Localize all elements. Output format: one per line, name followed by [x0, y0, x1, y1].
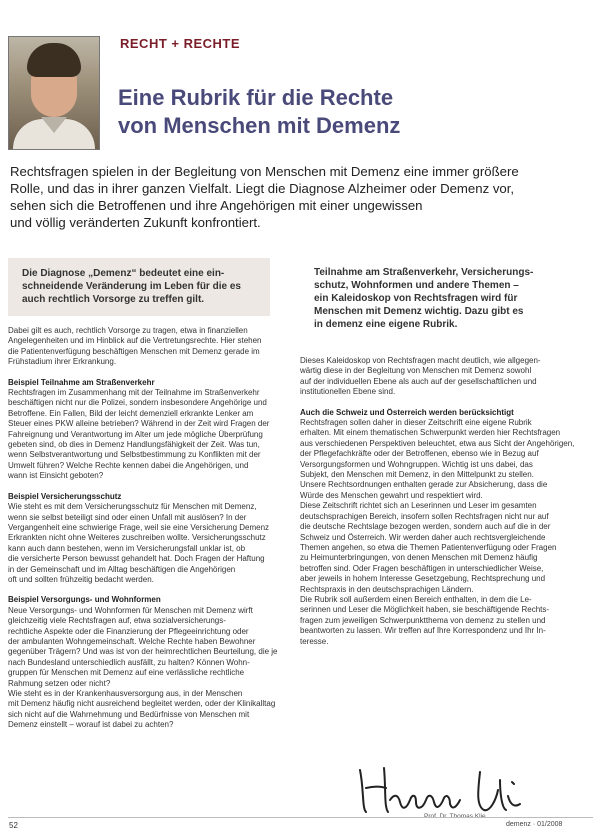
pullquote-line: schneidende Veränderung im Leben für die es: [22, 281, 241, 292]
body-column-left: [8, 326, 290, 737]
intro-line: sehen sich die Betroffenen und ihre Angehörigen mit einer ungewissen: [10, 198, 423, 213]
page-number: 52: [9, 821, 18, 830]
body-line: in der Gemeinschaft und im Alltag beschäftigen die Angehörigen: [8, 564, 236, 574]
body-line: fragen zum jeweiligen Schwerpunktthema von demenz zu stellen und: [300, 615, 546, 625]
pullquote-line: schutz, Wohnformen und andere Themen –: [314, 280, 519, 291]
body-line: Angelegenheiten und im Hinblick auf die Vertretungsrechte. Hier stehen: [8, 336, 262, 346]
body-line: Würde des Menschen gewahrt und respektiert wird.: [300, 490, 483, 500]
body-line: wann ist Einsicht geboten?: [8, 471, 104, 481]
intro-line: Rechtsfragen spielen in der Begleitung von Menschen mit Demenz eine immer größere: [10, 164, 519, 179]
body-line: Vergangenheit eine schwierige Frage, weil sie eine Versicherung Demenz: [8, 522, 270, 532]
headline: [118, 84, 558, 140]
body-line: rechtliche Aspekte oder die Finanzierung der Pflegeeinrichtung oder: [8, 626, 249, 636]
body-line: Fahreignung und Verantwortung im Alter um jede mögliche Überprüfung: [8, 429, 263, 439]
body-line: wärtig diese in der Begleitung von Menschen mit Demenz sowohl: [300, 366, 532, 376]
body-line: serinnen und Leser die Möglichkeit haben, sie beschäftigende Rechts-: [300, 605, 550, 615]
body-line: gegenüber Trägern? Und was ist von der heimrechtlichen Beurteilung, die je: [8, 647, 278, 657]
headline-line: von Menschen mit Demenz: [118, 113, 401, 138]
body-line: gruppen für Menschen mit Demenz auf eine verlässliche rechtliche: [8, 668, 245, 678]
headline-line: Eine Rubrik für die Rechte: [118, 85, 394, 110]
body-line: Rechtsfragen sollen daher in dieser Zeitschrift eine eigene Rubrik: [300, 418, 532, 428]
body-line: zu Heimunterbringungen, von denen Menschen mit Demenz häufig: [300, 553, 538, 563]
subheading: Beispiel Versicherungsschutz: [8, 491, 122, 501]
body-line: der ambulanten Wohngemeinschaft. Welche Rechte haben Bewohner: [8, 636, 256, 646]
pullquote-line: in demenz eine eigene Rubrik.: [314, 319, 458, 330]
body-line: aber jeweils in hohem Interesse Gesetzgebung, Rechtsprechung und: [300, 574, 546, 584]
intro-text: [10, 163, 590, 231]
body-line: Wie steht es in der Krankenhausversorgung aus, in der Menschen: [8, 689, 243, 698]
body-line: Wie steht es mit dem Versicherungsschutz für Menschen mit Demenz,: [8, 502, 257, 512]
body-line: Diese Zeitschrift richtet sich an Leserinnen und Leser im gesamten: [300, 501, 537, 511]
body-line: wenn sie selbst beteiligt sind oder einen Unfall mit auslösen? In der: [8, 512, 247, 522]
body-line: oft und sollten frühzeitig bedacht werden.: [8, 574, 154, 584]
subheading: Beispiel Teilnahme am Straßenverkehr: [8, 377, 155, 387]
section-kicker: RECHT + RECHTE: [120, 36, 241, 51]
body-line: wenn Selbstverantwortung und Selbstbestimmung zu Konflikten mit der: [8, 450, 261, 460]
body-line: Neue Versorgungs- und Wohnformen für Menschen mit Demenz wirft: [8, 605, 253, 615]
pullquote-line: Menschen mit Demenz wichtig. Dazu gibt es: [314, 306, 524, 317]
body-line: Subjekt, den Menschen mit Demenz, in den Mittelpunkt zu stellen.: [300, 470, 534, 480]
body-line: Demenz einstellt – worauf ist dabei zu achten?: [8, 720, 174, 730]
pullquote-left: [22, 267, 241, 306]
body-line: Unsere Rechtsordnungen enthalten gerade zur Absicherung, dass die: [300, 480, 548, 490]
body-line: Rechtsfragen im Zusammenhang mit der Teilnahme im Straßenverkehr: [8, 388, 260, 398]
footer-rule: [8, 817, 593, 818]
body-line: Umwelt führen? Welche Rechte kennen dabei die Angehörigen, und: [8, 460, 249, 470]
body-line: Die Rubrik soll außerdem einen Bereich enthalten, in dem die Le-: [300, 594, 532, 604]
subheading: Beispiel Versorgungs- und Wohnformen: [8, 595, 161, 605]
body-line: die Patientenverfügung beschäftigen Menschen mit Demenz gerade im: [8, 346, 260, 356]
body-line: gleichzeitig viele Rechtsfragen auf, etwa sozialversicherungs-: [8, 616, 226, 626]
body-line: Themen angehen, so etwa die Themen Patientenverfügung oder Fragen: [300, 542, 557, 552]
body-line: Steuer eines PKW alleine betrieben? Während in der Zeit wird Fragen der: [8, 419, 270, 429]
body-line: gebeten sind, ob dies in Demenz Handlungsfähigkeit der Zeit. Was tun,: [8, 440, 260, 450]
pullquote-right: [314, 266, 533, 331]
body-line: die versicherte Person bewusst gehandelt hat. Doch Fragen der Haftung: [8, 554, 265, 564]
body-line: beschäftigen nicht nur die Polizei, sondern insbesondere Angehörige und: [8, 398, 267, 408]
body-line: Schweiz und Österreich. Wir werden daher auch rechtsvergleichende: [300, 532, 546, 542]
body-line: sich nicht auf die Wahrnehmung und Bedürfnisse von Menschen mit: [8, 709, 250, 719]
pullquote-line: ein Kaleidoskop von Rechtsfragen wird für: [314, 293, 518, 304]
body-line: die deutsche Rechtslage bezogen werden, sondern auch auf die in der: [300, 522, 551, 532]
magazine-issue: demenz · 01/2008: [506, 821, 563, 828]
body-line: beantworten zu lassen. Wir treffen auf Ihre Korrespondenz und Ihr In-: [300, 626, 546, 636]
body-line: Rechtspraxis in den deutschsprachigen Ländern.: [300, 584, 474, 594]
body-line: institutionellen Ebene sind.: [300, 387, 396, 397]
body-line: Rahmung setzen oder nicht?: [8, 678, 111, 688]
body-line: deutschsprachigen Bereich, insofern sollen Rechtsfragen nicht nur auf: [300, 511, 549, 521]
body-line: der Pflegefachkräfte oder der Betroffenen, ebenso wie in Bezug auf: [300, 449, 539, 459]
pullquote-line: Die Diagnose „Demenz“ bedeutet eine ein-: [22, 268, 225, 279]
body-line: Dieses Kaleidoskop von Rechtsfragen macht deutlich, wie allgegen-: [300, 356, 541, 365]
body-line: Frühstadium ihrer Erkrankung.: [8, 357, 117, 367]
body-line: nach Bundesland unterschiedlich ausfällt, zu halten? Können Wohn-: [8, 657, 250, 667]
pullquote-line: Teilnahme am Straßenverkehr, Versicherungs-: [314, 267, 534, 278]
body-line: Versorgungsformen und Wohngruppen. Wichtig ist uns dabei, das: [300, 459, 533, 469]
intro-line: und völlig veränderten Zukunft konfrontiert.: [10, 215, 261, 230]
body-line: Erkrankten nicht ohne Weiteres zuschreiben wollte. Versicherungsschutz: [8, 533, 266, 543]
author-photo: [8, 36, 100, 150]
pullquote-line: auch rechtlich Vorsorge zu treffen gilt.: [22, 294, 205, 305]
body-line: mit Demenz häufig nicht ausreichend begleitet werden, oder der Klinikalltag: [8, 699, 276, 709]
body-line: Betroffene. Ein Fallen, Bild der leicht demenziell erkrankte Lenker am: [8, 408, 254, 418]
body-line: betroffen sind. Oder Fragen beschäftigen in unterschiedlicher Weise,: [300, 563, 544, 573]
signature: [350, 760, 580, 820]
subheading: Auch die Schweiz und Österreich werden berücksichtigt: [300, 407, 514, 417]
intro-line: Rolle, und das in ihrer ganzen Vielfalt. Liegt die Diagnose Alzheimer oder Demenz vor,: [10, 181, 515, 196]
body-line: erhalten. Mit einem thematischen Schwerpunkt werden hier Rechtsfragen: [300, 428, 561, 438]
body-column-right: [300, 356, 586, 653]
body-line: aus verschiedenen Perspektiven beleuchtet, etwa aus Sicht der Angehörigen,: [300, 438, 575, 448]
body-line: auf der individuellen Ebene als auch auf der gesellschaftlichen und: [300, 376, 537, 386]
body-line: Dabei gilt es auch, rechtlich Vorsorge zu tragen, etwa in finanziellen: [8, 326, 248, 335]
body-line: teresse.: [300, 636, 329, 646]
body-line: kann auch dann bestehen, wenn im Versicherungsfall unklar ist, ob: [8, 543, 246, 553]
